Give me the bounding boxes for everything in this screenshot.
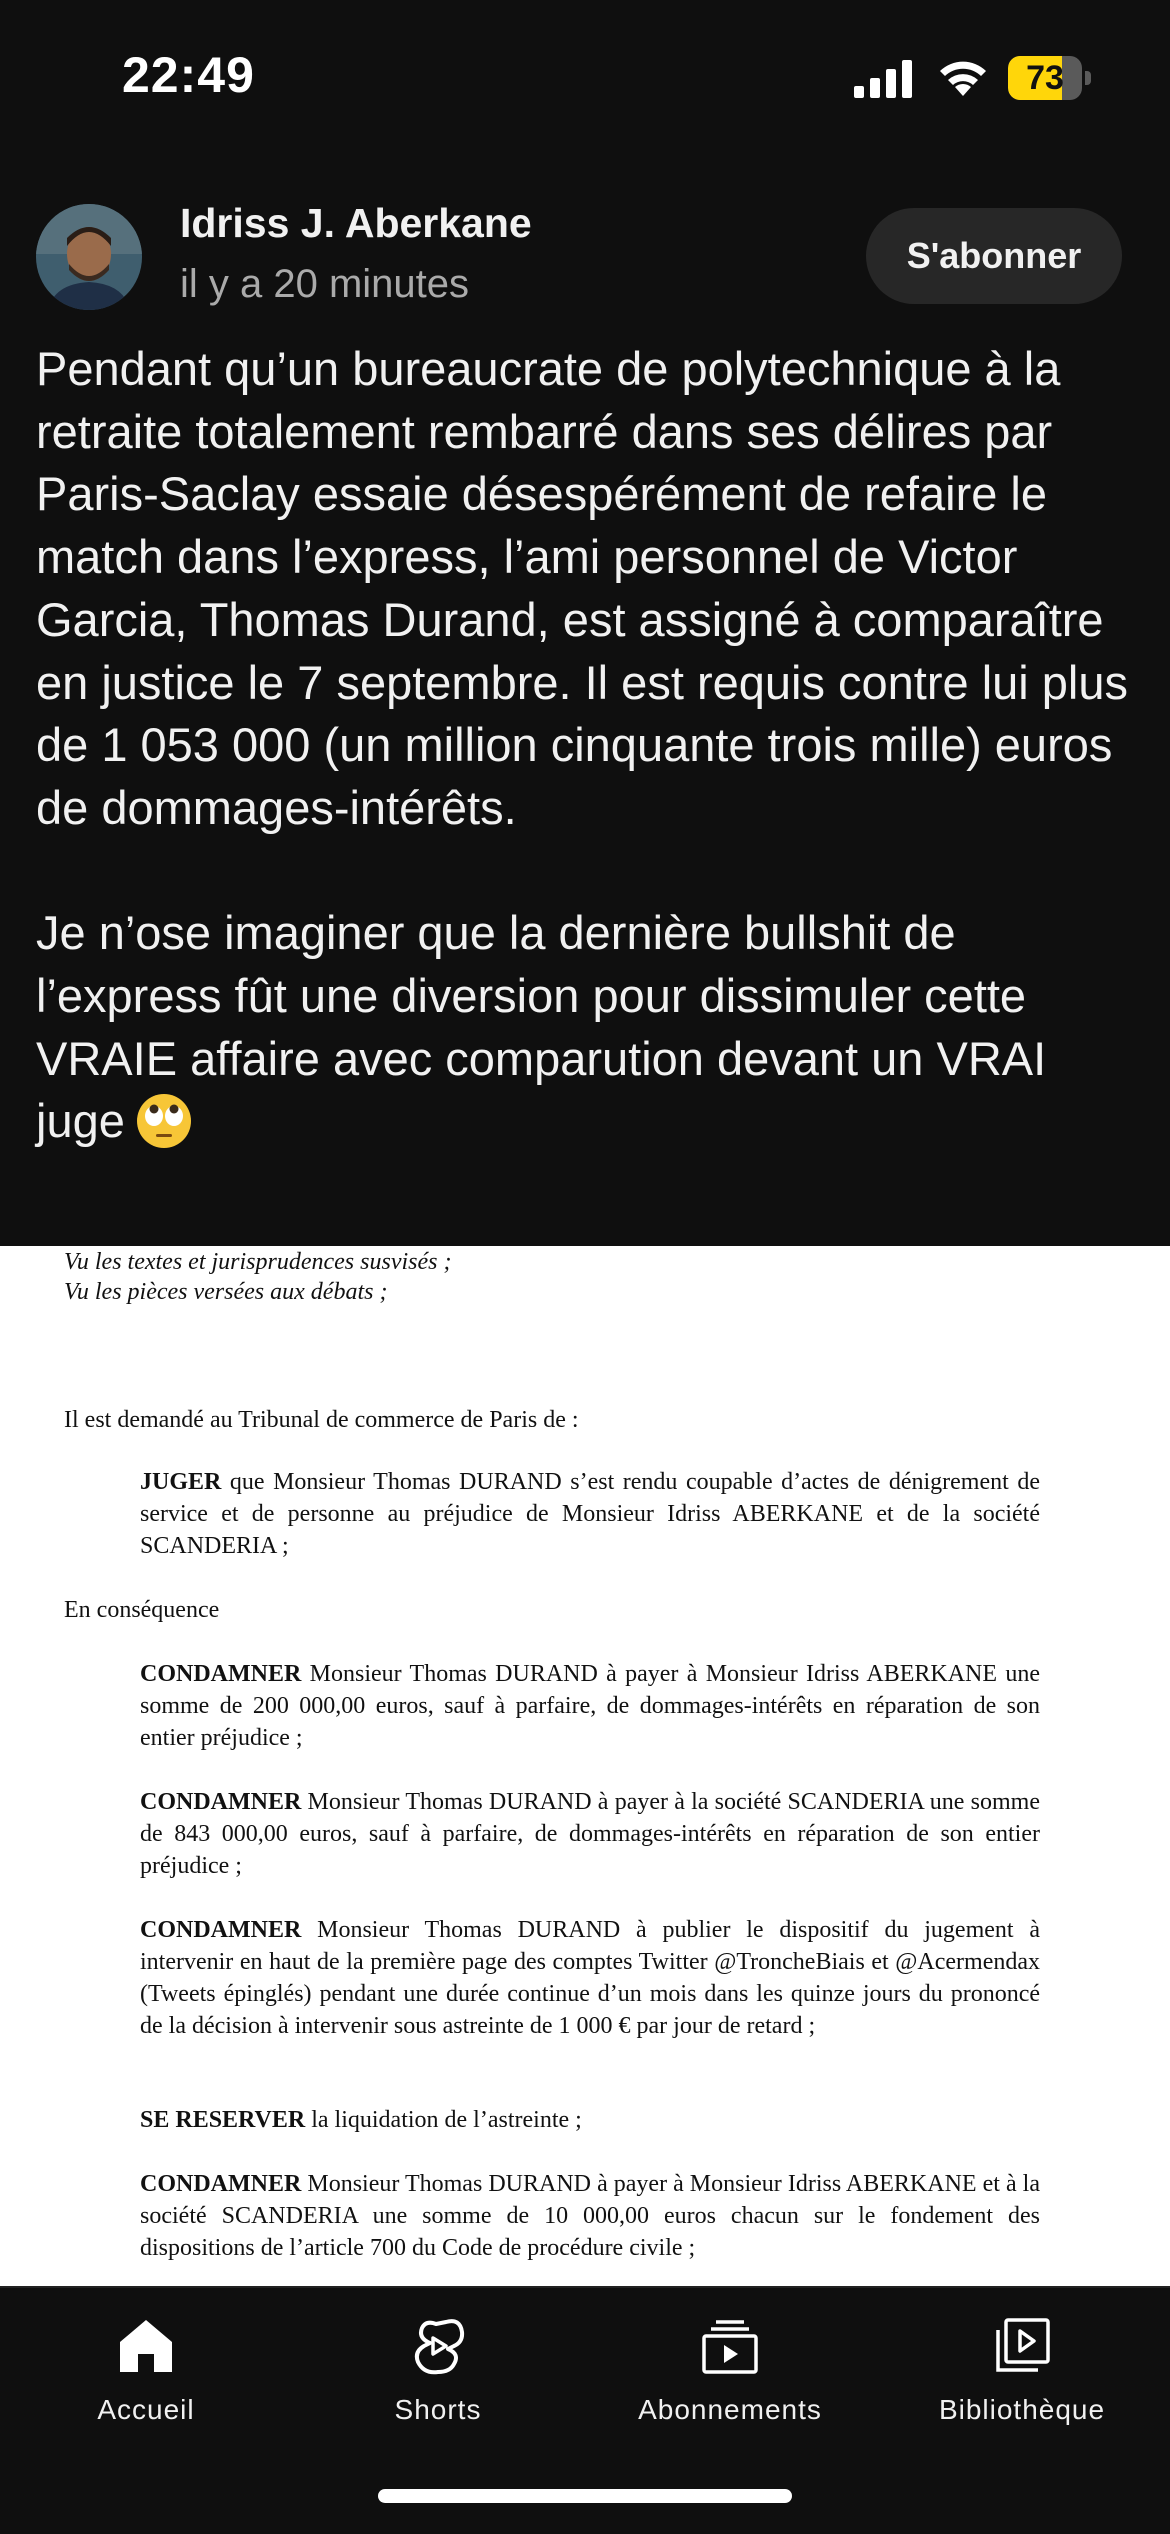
doc-text: que Monsieur Thomas DURAND s’est rendu coupable d’actes de dénigrement de service et de personne au préjudice de Monsieur Idriss ABERKANE et de la société SCANDERIA ; <box>140 1469 1040 1559</box>
nav-item-shorts[interactable] <box>292 2308 584 2448</box>
battery-cap <box>1085 71 1091 85</box>
doc-request: Il est demandé au Tribunal de commerce de Paris de : <box>64 1407 579 1433</box>
doc-keyword: SE RESERVER <box>140 2107 306 2133</box>
nav-label: Shorts <box>394 2394 482 2425</box>
home-icon <box>116 2316 176 2376</box>
doc-keyword: JUGER <box>140 1469 222 1495</box>
nav-item-bibliotheque[interactable] <box>876 2308 1168 2448</box>
battery-level: 73 <box>1026 59 1064 97</box>
post-paragraph-2 <box>36 902 1136 1154</box>
doc-paragraph <box>140 1466 1040 1562</box>
doc-line: Vu les pièces versées aux débats ; <box>64 1279 388 1305</box>
doc-paragraph <box>140 1914 1040 2042</box>
shorts-icon <box>408 2316 468 2376</box>
nav-item-accueil[interactable] <box>0 2308 292 2448</box>
doc-paragraph <box>140 1786 1040 1882</box>
doc-keyword: CONDAMNER <box>140 1917 302 1943</box>
wifi-icon <box>936 56 990 100</box>
nav-label: Abonnements <box>638 2394 822 2425</box>
doc-consequence: En conséquence <box>64 1597 220 1623</box>
author-name[interactable]: Idriss J. Aberkane <box>180 200 532 246</box>
avatar[interactable] <box>36 204 142 310</box>
home-indicator[interactable] <box>378 2489 792 2503</box>
nav-label: Bibliothèque <box>938 2394 1106 2425</box>
doc-text: la liquidation de l’astreinte ; <box>305 2107 582 2133</box>
doc-paragraph <box>140 2168 1040 2264</box>
doc-keyword: CONDAMNER <box>140 2171 302 2197</box>
library-icon <box>992 2316 1052 2376</box>
doc-text: Monsieur Thomas DURAND à payer à Monsieur Idriss ABERKANE et à la société SCANDERIA une somme de 10 000,00 euros chacun sur le fondement des dispositions de l’article 700 du Code de procédure civile ; <box>140 2171 1040 2261</box>
face-with-rolling-eyes-icon <box>135 1092 193 1150</box>
doc-text: Monsieur Thomas DURAND à publier le dispositif du jugement à intervenir en haut de la première page des comptes Twitter @TroncheBiais et @Acermendax (Tweets épinglés) pendant une durée continue d’un mois dans les quinze jours du prononcé de la décision à intervenir sous astreinte de 1 000 € par jour de retard ; <box>140 1917 1040 2039</box>
status-time: 22:49 <box>122 47 255 103</box>
doc-paragraph <box>140 2104 1040 2136</box>
post-paragraph-2-text: Je n’ose imaginer que la dernière bullshit de l’express fût une diversion pour dissimuler cette VRAIE affaire avec comparution devant un VRAI juge <box>36 906 1047 1148</box>
doc-paragraph <box>140 1658 1040 1754</box>
post-body <box>36 338 1136 1154</box>
document-image[interactable] <box>0 1246 1170 2286</box>
doc-text: Monsieur Thomas DURAND à payer à Monsieur Idriss ABERKANE une somme de 200 000,00 euros, sauf à parfaire, de dommages-intérêts en réparation de son entier préjudice ; <box>140 1661 1040 1751</box>
post-paragraph-1: Pendant qu’un bureaucrate de polytechnique à la retraite totalement rembarré dans ses délires par Paris-Saclay essaie désespérément de refaire le match dans l’express, l’ami personnel de Victor Garcia, Thomas Durand, est assigné à comparaître en justice le 7 septembre. Il est requis contre lui plus de 1 053 000 (un million cinquante trois mille) euros de dommages-intérêts. <box>36 342 1128 834</box>
subscribe-button[interactable]: S'abonner <box>866 208 1122 304</box>
subscriptions-icon <box>700 2316 760 2376</box>
post-timestamp: il y a 20 minutes <box>180 262 470 306</box>
status-bar <box>0 0 1170 150</box>
cellular-signal-icon <box>852 58 916 98</box>
battery-indicator <box>1008 56 1092 100</box>
nav-item-abonnements[interactable] <box>584 2308 876 2448</box>
nav-label: Accueil <box>97 2394 195 2425</box>
doc-line: Vu les textes et jurisprudences susvisés ; <box>64 1249 452 1275</box>
doc-keyword: CONDAMNER <box>140 1789 302 1815</box>
doc-text: Monsieur Thomas DURAND à payer à la société SCANDERIA une somme de 843 000,00 euros, sauf à parfaire, de dommages-intérêts en réparation de son entier préjudice ; <box>140 1789 1040 1879</box>
doc-keyword: CONDAMNER <box>140 1661 302 1687</box>
